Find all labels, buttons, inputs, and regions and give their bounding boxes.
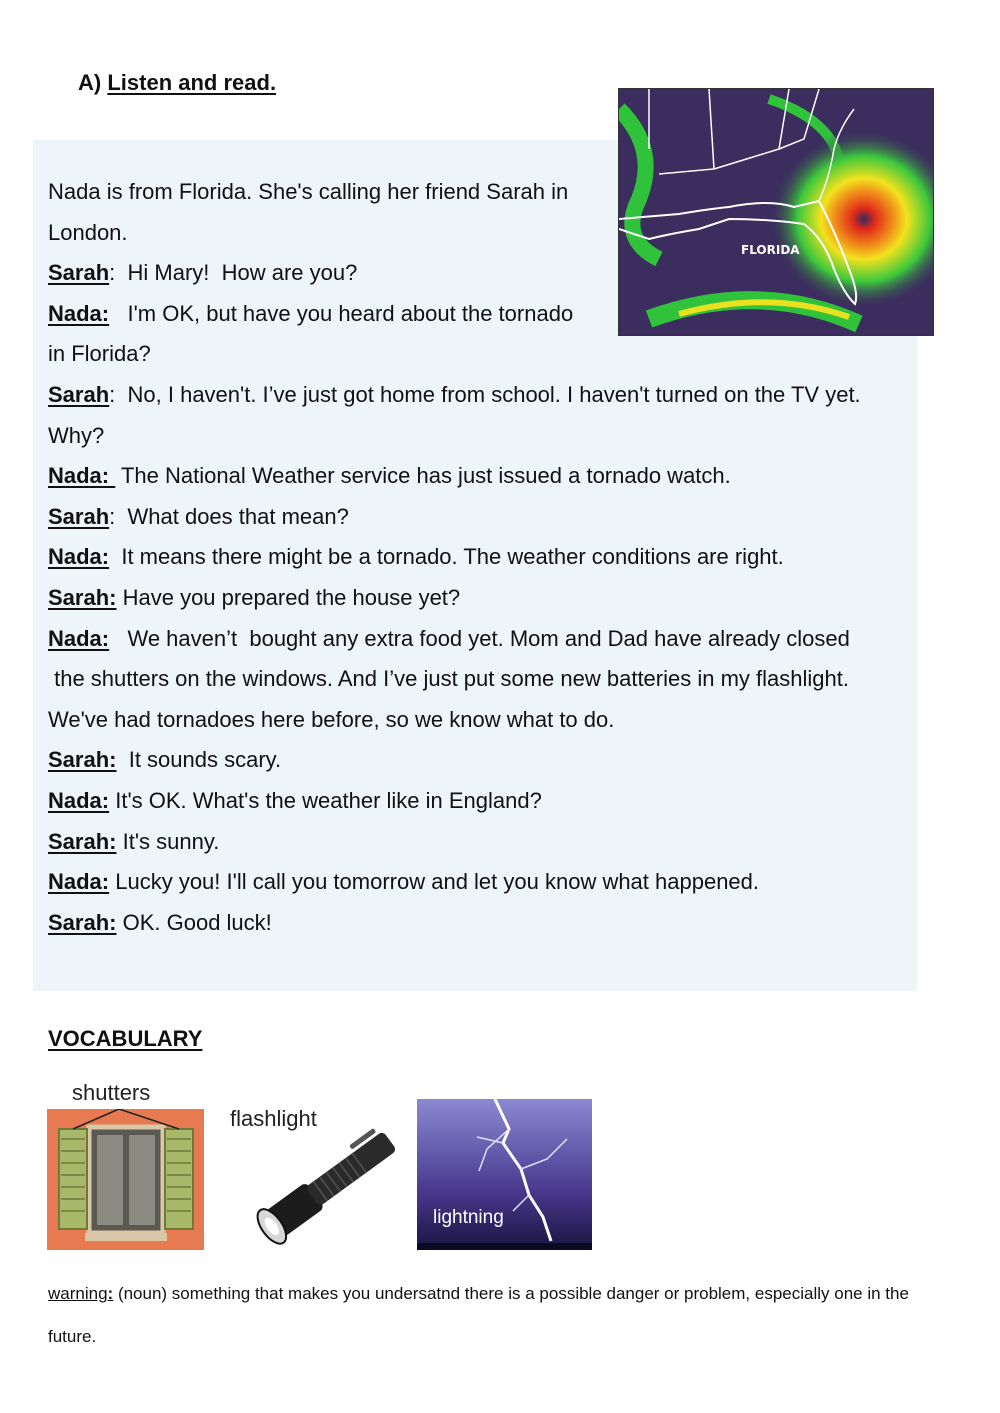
dialogue-text: Have you prepared the house yet?	[116, 584, 461, 610]
dialogue-line	[48, 822, 928, 863]
definition-colon: :	[107, 1284, 114, 1303]
dialogue-line	[48, 903, 928, 944]
speaker-name: Nada:	[48, 300, 110, 326]
dialogue-text: Hi Mary! How are you?	[115, 260, 358, 286]
speaker-name: Sarah:	[48, 747, 117, 773]
dialogue-text: in Florida?	[48, 341, 151, 367]
dialogue-text: It's sunny.	[116, 828, 220, 854]
dialogue-line	[48, 253, 928, 294]
dialogue-line	[48, 334, 928, 375]
dialogue-line	[48, 781, 928, 822]
dialogue-text: No, I haven't. I’ve just got home from school. I haven't turned on the TV yet.	[115, 381, 861, 407]
vocabulary-title: VOCABULARY	[48, 1026, 203, 1051]
dialogue-line	[48, 578, 928, 619]
dialogue-lines	[48, 253, 928, 943]
definition-term: warning	[48, 1284, 108, 1303]
speaker-name: Sarah	[48, 503, 110, 529]
flashlight-label: flashlight	[230, 1106, 317, 1131]
dialogue-text: It sounds scary.	[116, 747, 282, 773]
dialogue-text: What does that mean?	[115, 503, 349, 529]
definition-text: (noun) something that makes you undersatnd there is a possible danger or problem, especially one in the future.	[48, 1284, 909, 1346]
vocab-definition	[48, 1272, 948, 1358]
dialogue-text: OK. Good luck!	[116, 909, 272, 935]
dialogue-line	[48, 740, 928, 781]
dialogue-text: the shutters on the windows. And I’ve just put some new batteries in my flashlight.	[48, 666, 849, 692]
speaker-name: Sarah:	[48, 828, 117, 854]
dialogue-text: It's OK. What's the weather like in England?	[109, 787, 542, 813]
speaker-name: Nada:	[48, 869, 110, 895]
dialogue-line	[48, 862, 928, 903]
dialogue-line	[48, 659, 928, 700]
section-letter: A)	[78, 70, 102, 95]
intro-line: London.	[48, 219, 128, 245]
lightning-label: lightning	[433, 1207, 504, 1228]
dialogue-line	[48, 700, 928, 741]
map-label: FLORIDA	[741, 243, 800, 257]
dialogue-text: The National Weather service has just issued a tornado watch.	[115, 463, 731, 489]
speaker-separator: :	[109, 381, 116, 407]
dialogue-line	[48, 456, 928, 497]
dialogue-text: We haven’t bought any extra food yet. Mom and Dad have already closed	[109, 625, 850, 651]
flashlight-image	[230, 1100, 415, 1250]
dialogue-text: Lucky you! I'll call you tomorrow and let you know what happened.	[109, 869, 760, 895]
dialogue-line	[48, 375, 928, 416]
dialogue-line	[48, 497, 928, 538]
lightning-image	[417, 1099, 592, 1250]
speaker-separator: :	[109, 503, 116, 529]
speaker-separator: :	[109, 260, 116, 286]
dialogue-text: It means there might be a tornado. The weather conditions are right.	[109, 544, 784, 570]
speaker-name: Sarah	[48, 381, 110, 407]
shutters-label: shutters	[72, 1080, 151, 1105]
dialogue-text: We've had tornadoes here before, so we know what to do.	[48, 706, 615, 732]
dialogue-text	[48, 172, 928, 943]
speaker-name: Sarah	[48, 260, 110, 286]
intro-line: Nada is from Florida. She's calling her friend Sarah in	[48, 179, 569, 204]
speaker-name: Nada:	[48, 787, 110, 813]
section-heading	[78, 70, 276, 96]
dialogue-line	[48, 294, 928, 335]
dialogue-line	[48, 537, 928, 578]
dialogue-line	[48, 416, 928, 457]
speaker-name: Nada:	[48, 544, 110, 570]
speaker-name: Sarah:	[48, 584, 117, 610]
section-title: Listen and read.	[107, 70, 277, 95]
shutters-image	[47, 1109, 204, 1250]
dialogue-text: Why?	[48, 422, 105, 448]
speaker-name: Sarah:	[48, 909, 117, 935]
speaker-name: Nada:	[48, 625, 110, 651]
dialogue-text: I'm OK, but have you heard about the tornado	[109, 300, 574, 326]
speaker-name: Nada:	[48, 463, 116, 489]
dialogue-line	[48, 619, 928, 660]
